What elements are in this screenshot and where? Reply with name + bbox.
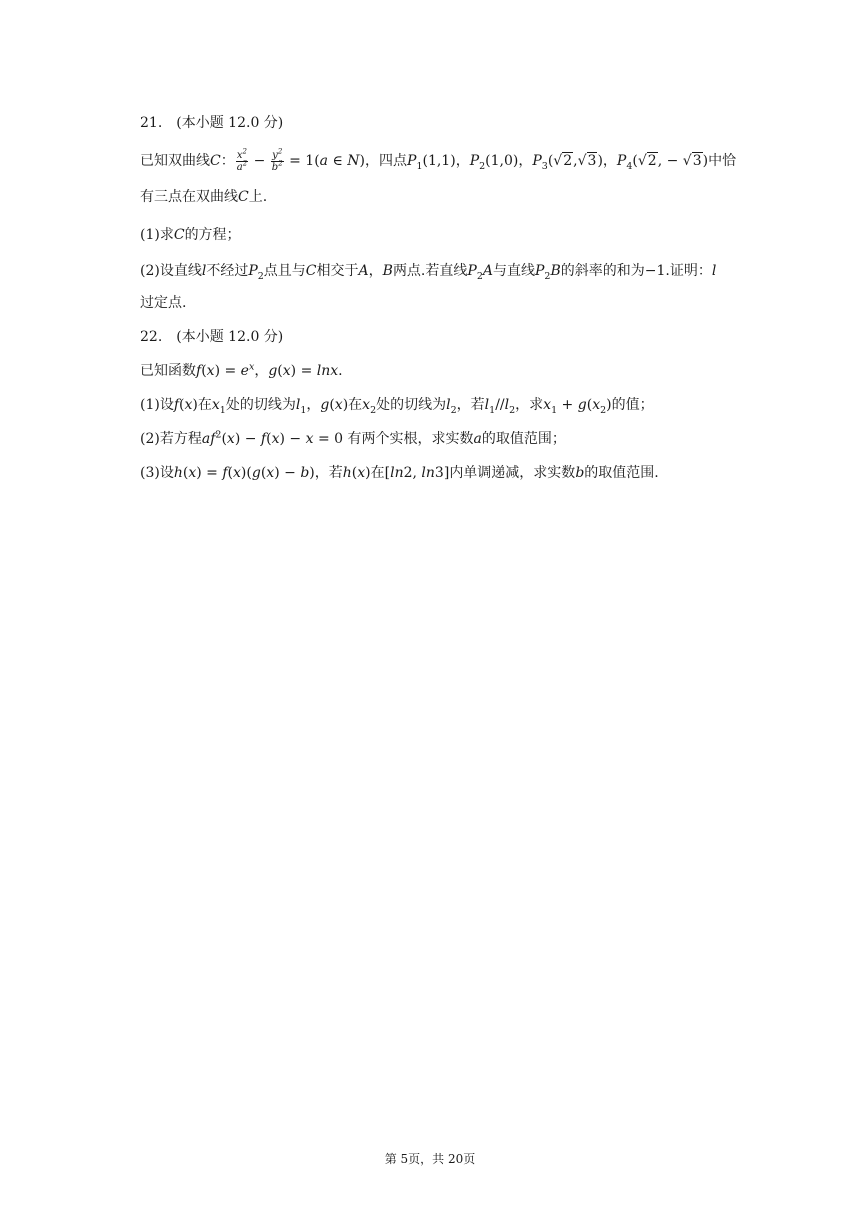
sqrt-2: √2 [553,153,573,169]
q21-part2-cont: 过定点. [140,295,187,311]
q22-part2: (2)若方程$af^2(x) - f(x) - x = 0$ 有两个实根，求实数a的取值范围； [140,429,566,447]
fraction-y2-b2: $\frac{y^2}{b^2}$ [271,147,283,173]
q22-part1: (1)设f(x)在$x_1$处的切线为$l_1$，g(x)在$x_2$处的切线为$l_2$，若$l_1//l_2$，求$x_1 + g(x_2)$的值； [140,397,654,416]
q22-part3: (3)设h(x) = f(x)(g(x) − b)，若h(x)在[ln2, ln3]内单调递减，求实数b的取值范围. [140,465,659,481]
q21-statement-line2: 有三点在双曲线C上. [140,189,268,205]
q22-header: 22. (本小题 12.0 分) [140,329,284,345]
q21-header: 21. (本小题 12.0 分) [140,115,284,131]
page-footer: 第 5页，共 20页 [384,1152,476,1166]
fraction-x2-a2: $\frac{x^2}{a^2}$ [236,147,248,173]
sqrt-3: √3 [577,153,597,169]
q22-statement: 已知函数$f(x) = e^x$，g(x) = lnx. [140,361,343,379]
q21-part2: (2)设直线l不经过$P_2$点且与C相交于A，B两点.若直线$P_2A$与直线$P_2B$的斜率的和为−1.证明：l [140,263,717,282]
q21-part1: (1)求C的方程； [140,227,241,243]
q21-statement-line1: 已知双曲线C： $\frac{x^2}{a^2}$ − $\frac{y^2}{b^2}$ = 1(a ∈ N)，四点$P_1(1,1)$，$P_2(1,0)$，$P_3(√2,√3)$，$P_4(√2$, − √3)中恰 [140,147,737,173]
